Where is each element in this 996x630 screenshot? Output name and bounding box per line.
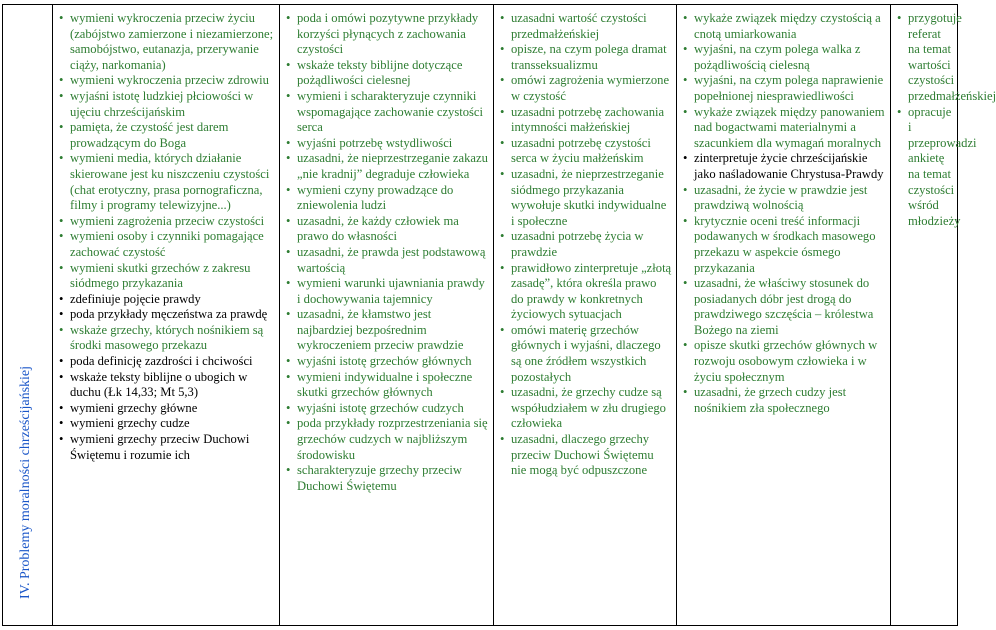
bullet-icon: • xyxy=(286,57,291,72)
section-label: IV. Problemy moralności chrześcijańskiej xyxy=(17,365,33,599)
item-text: scharakteryzuje grzechy przeciw Duchowi Świętemu xyxy=(297,463,463,493)
item-text: pamięta, że czystość jest darem prowadzącym do Boga xyxy=(70,120,229,150)
item-text: prawidłowo zinterpretuje „złotą zasadę”, która określa prawo do prawdy w konkretnych życiowych sytuacjach xyxy=(511,260,672,322)
bullet-icon: • xyxy=(683,11,688,25)
list-item xyxy=(59,89,275,120)
item-text: wykaże związek między panowaniem nad bogactwami materialnymi a szacunkiem dla wymagań moralnych xyxy=(694,104,885,150)
list-item xyxy=(897,104,977,230)
column-sufficient xyxy=(280,5,494,626)
list-item xyxy=(683,42,886,73)
item-text: wykaże związek między czystością a cnotą umiarkowania xyxy=(694,11,881,41)
bullet-icon: • xyxy=(683,73,688,88)
list-item xyxy=(59,151,275,213)
list-item xyxy=(286,214,489,245)
requirements-table xyxy=(2,4,996,626)
bullet-icon: • xyxy=(286,400,291,415)
list-item xyxy=(683,151,886,182)
bullet-icon: • xyxy=(59,432,64,447)
item-text: uzasadni, że grzech cudzy jest nośnikiem zła społecznego xyxy=(694,385,847,415)
list-item xyxy=(897,11,996,105)
column-excellent xyxy=(891,5,996,626)
list-item xyxy=(286,136,489,152)
bullet-icon: • xyxy=(59,11,64,25)
item-text: uzasadni, że życie w prawdzie jest prawdziwą wolnością xyxy=(694,182,868,213)
item-text: uzasadni potrzebę życia w prawdzie xyxy=(511,229,644,259)
bullet-icon: • xyxy=(59,73,64,88)
item-text: uzasadni, że każdy człowiek ma prawo do własności xyxy=(297,213,459,244)
bullet-icon: • xyxy=(59,260,64,275)
list-item xyxy=(500,432,672,479)
bullet-icon: • xyxy=(683,151,688,166)
bullet-icon: • xyxy=(683,104,688,119)
requirements-list xyxy=(897,11,996,229)
bullet-icon: • xyxy=(59,322,64,337)
list-item xyxy=(59,292,275,308)
item-text: uzasadni, że nieprzestrzeganie zakazu „nie kradnij” degraduje człowieka xyxy=(297,151,488,181)
bullet-icon: • xyxy=(500,42,505,57)
column-good xyxy=(494,5,677,626)
bullet-icon: • xyxy=(59,354,64,369)
list-item xyxy=(286,245,489,276)
bullet-icon: • xyxy=(59,229,64,244)
item-text: wymieni grzechy przeciw Duchowi Świętemu i rozumie ich xyxy=(70,432,250,462)
list-item xyxy=(59,323,275,354)
list-item xyxy=(500,105,672,136)
bullet-icon: • xyxy=(683,385,688,400)
bullet-icon: • xyxy=(500,385,505,400)
list-item xyxy=(59,354,275,370)
bullet-icon: • xyxy=(59,213,64,228)
item-text: przygotuje referat na temat wartości czystości przedmałżeńskiej xyxy=(908,11,996,103)
section-label-wrap xyxy=(18,0,38,599)
list-item xyxy=(683,73,886,104)
list-item xyxy=(59,370,275,401)
item-text: zdefiniuje pojęcie prawdy xyxy=(70,291,201,306)
bullet-icon: • xyxy=(59,291,64,306)
requirements-list xyxy=(683,11,886,416)
list-item xyxy=(500,323,672,385)
item-text: wymieni zagrożenia przeciw czystości xyxy=(70,213,265,228)
list-item xyxy=(59,261,275,292)
item-text: wymieni osoby i czynniki pomagające zachować czystość xyxy=(70,229,264,259)
item-text: wymieni i scharakteryzuje czynniki wspomagające zachowanie czystości serca xyxy=(297,88,484,135)
item-text: poda i omówi pozytywne przykłady korzyści płynących z zachowania czystości xyxy=(297,11,479,57)
bullet-icon: • xyxy=(59,400,64,415)
list-item xyxy=(59,307,275,323)
bullet-icon: • xyxy=(286,11,291,25)
list-item xyxy=(286,58,489,89)
item-text: omówi zagrożenia wymierzone w czystość xyxy=(511,73,670,103)
item-text: wymieni wykroczenia przeciw życiu (zabójstwo zamierzone i niezamierzone; samobójstwo, eutanazja, przerywanie ciąży, narkomania) xyxy=(70,11,274,72)
list-item xyxy=(59,11,275,73)
item-text: krytycznie oceni treść informacji podawanych w środkach masowego przekazu w aspekcie ósmego przykazania xyxy=(694,213,876,275)
list-item xyxy=(683,385,886,416)
bullet-icon: • xyxy=(286,416,291,431)
list-item xyxy=(683,105,886,152)
item-text: uzasadni, dlaczego grzechy przeciw Duchowi Świętemu nie mogą być odpuszczone xyxy=(511,432,654,478)
list-item xyxy=(286,11,489,58)
bullet-icon: • xyxy=(500,11,505,25)
list-item xyxy=(683,11,886,42)
item-text: wskaże teksty biblijne dotyczące pożądliwości cielesnej xyxy=(297,57,463,88)
list-item xyxy=(286,416,489,463)
item-text: wskaże teksty biblijne o ubogich w duchu (Łk 14,33; Mt 5,3) xyxy=(70,369,248,400)
list-item xyxy=(286,401,489,417)
requirements-list xyxy=(500,11,672,479)
column-very-good xyxy=(677,5,891,626)
item-text: wymieni indywidualne i społeczne skutki grzechów głównych xyxy=(297,369,473,400)
list-item xyxy=(59,401,275,417)
bullet-icon: • xyxy=(683,338,688,353)
bullet-icon: • xyxy=(59,369,64,384)
bullet-icon: • xyxy=(500,229,505,244)
item-text: wyjaśni istotę grzechów cudzych xyxy=(297,400,464,415)
item-text: wyjaśni istotę ludzkiej płciowości w ujęciu chrześcijańskim xyxy=(70,88,254,119)
column-basic xyxy=(53,5,280,626)
bullet-icon: • xyxy=(286,244,291,259)
list-item xyxy=(286,151,489,182)
bullet-icon: • xyxy=(683,42,688,57)
item-text: wyjaśni potrzebę wstydliwości xyxy=(297,135,453,150)
item-text: poda przykłady męczeństwa za prawdę xyxy=(70,307,268,322)
item-text: uzasadni, że nieprzestrzeganie siódmego przykazania wywołuje skutki indywidualne i społeczne xyxy=(511,166,667,228)
item-text: opisze, na czym polega dramat transseksualizmu xyxy=(511,42,667,72)
list-item xyxy=(286,307,489,354)
list-item xyxy=(683,338,886,385)
list-item xyxy=(59,120,275,151)
item-text: opracuje i przeprowadzi ankietę na temat czystości wśród młodzieży xyxy=(908,104,977,228)
list-item xyxy=(500,261,672,323)
bullet-icon: • xyxy=(683,182,688,197)
item-text: wyjaśni, na czym polega naprawienie popełnionej niesprawiedliwości xyxy=(694,73,884,103)
bullet-icon: • xyxy=(286,463,291,478)
list-item xyxy=(683,214,886,276)
bullet-icon: • xyxy=(286,369,291,384)
item-text: uzasadni, że kłamstwo jest najbardziej bezpośrednim wykroczeniem przeciw prawdzie xyxy=(297,307,464,353)
bullet-icon: • xyxy=(683,276,688,291)
bullet-icon: • xyxy=(286,88,291,103)
item-text: uzasadni potrzebę czystości serca w życiu małżeńskim xyxy=(511,135,651,166)
list-item xyxy=(286,276,489,307)
list-item xyxy=(59,432,275,463)
item-text: omówi materię grzechów głównych i wyjaśni, dlaczego są one źródłem wszystkich pozostałych xyxy=(511,322,661,384)
item-text: uzasadni potrzebę zachowania intymności małżeńskiej xyxy=(511,104,665,135)
bullet-icon: • xyxy=(500,322,505,337)
bullet-icon: • xyxy=(286,307,291,322)
item-text: poda definicję zazdrości i chciwości xyxy=(70,354,253,369)
item-text: uzasadni, że właściwy stosunek do posiadanych dóbr jest drogą do prawdziwego szczęścia – królestwa Bożego na ziemi xyxy=(694,276,874,337)
bullet-icon: • xyxy=(286,182,291,197)
item-text: wyjaśni, na czym polega walka z pożądliwością cielesną xyxy=(694,42,861,72)
item-text: uzasadni wartość czystości przedmałżeńskiej xyxy=(511,11,647,41)
item-text: poda przykłady rozprzestrzeniania się grzechów cudzych w najbliższym środowisku xyxy=(297,416,488,462)
bullet-icon: • xyxy=(59,120,64,135)
bullet-icon: • xyxy=(286,151,291,166)
item-text: wymieni warunki ujawniania prawdy i dochowywania tajemnicy xyxy=(297,276,485,306)
section-cell xyxy=(3,5,53,626)
list-item xyxy=(500,11,672,42)
list-item xyxy=(286,370,489,401)
requirements-list xyxy=(286,11,489,494)
bullet-icon: • xyxy=(59,151,64,166)
list-item xyxy=(286,183,489,214)
bullet-icon: • xyxy=(286,276,291,291)
list-item xyxy=(286,463,489,494)
bullet-icon: • xyxy=(286,354,291,369)
list-item xyxy=(500,385,672,432)
list-item xyxy=(286,354,489,370)
list-item xyxy=(683,276,886,338)
item-text: wyjaśni istotę grzechów głównych xyxy=(297,354,472,369)
list-item xyxy=(500,73,672,104)
bullet-icon: • xyxy=(897,11,902,25)
list-item xyxy=(500,42,672,73)
item-text: uzasadni, że grzechy cudze są współudziałem w złu drugiego człowieka xyxy=(511,385,666,431)
item-text: uzasadni, że prawda jest podstawową wartością xyxy=(297,244,486,275)
bullet-icon: • xyxy=(500,73,505,88)
bullet-icon: • xyxy=(286,213,291,228)
list-item xyxy=(59,214,275,230)
list-item xyxy=(59,229,275,260)
bullet-icon: • xyxy=(500,260,505,275)
requirements-list xyxy=(59,11,275,463)
list-item xyxy=(59,416,275,432)
bullet-icon: • xyxy=(500,104,505,119)
item-text: wskaże grzechy, których nośnikiem są środki masowego przekazu xyxy=(70,322,264,353)
list-item xyxy=(286,89,489,136)
item-text: wymieni wykroczenia przeciw zdrowiu xyxy=(70,73,269,88)
bullet-icon: • xyxy=(683,213,688,228)
item-text: zinterpretuje życie chrześcijańskie jako naśladowanie Chrystusa-Prawdy xyxy=(694,151,884,181)
bullet-icon: • xyxy=(286,135,291,150)
bullet-icon: • xyxy=(59,416,64,431)
item-text: wymieni czyny prowadzące do zniewolenia ludzi xyxy=(297,182,454,213)
item-text: wymieni skutki grzechów z zakresu siódmego przykazania xyxy=(70,260,251,291)
bullet-icon: • xyxy=(500,166,505,181)
item-text: wymieni grzechy cudze xyxy=(70,416,190,431)
list-item xyxy=(59,73,275,89)
bullet-icon: • xyxy=(500,432,505,447)
bullet-icon: • xyxy=(59,88,64,103)
item-text: wymieni grzechy główne xyxy=(70,400,198,415)
list-item xyxy=(500,167,672,229)
bullet-icon: • xyxy=(500,135,505,150)
list-item xyxy=(500,136,672,167)
bullet-icon: • xyxy=(59,307,64,322)
item-text: wymieni media, których działanie skierowane jest ku niszczeniu czystości (chat erotyczny, prasa pornograficzna, filmy i programy telewizyjne...) xyxy=(70,151,270,213)
table-row xyxy=(3,5,958,626)
list-item xyxy=(500,229,672,260)
bullet-icon: • xyxy=(897,104,902,119)
list-item xyxy=(683,183,886,214)
item-text: opisze skutki grzechów głównych w rozwoju osobowym człowieka i w życiu społecznym xyxy=(694,338,878,384)
